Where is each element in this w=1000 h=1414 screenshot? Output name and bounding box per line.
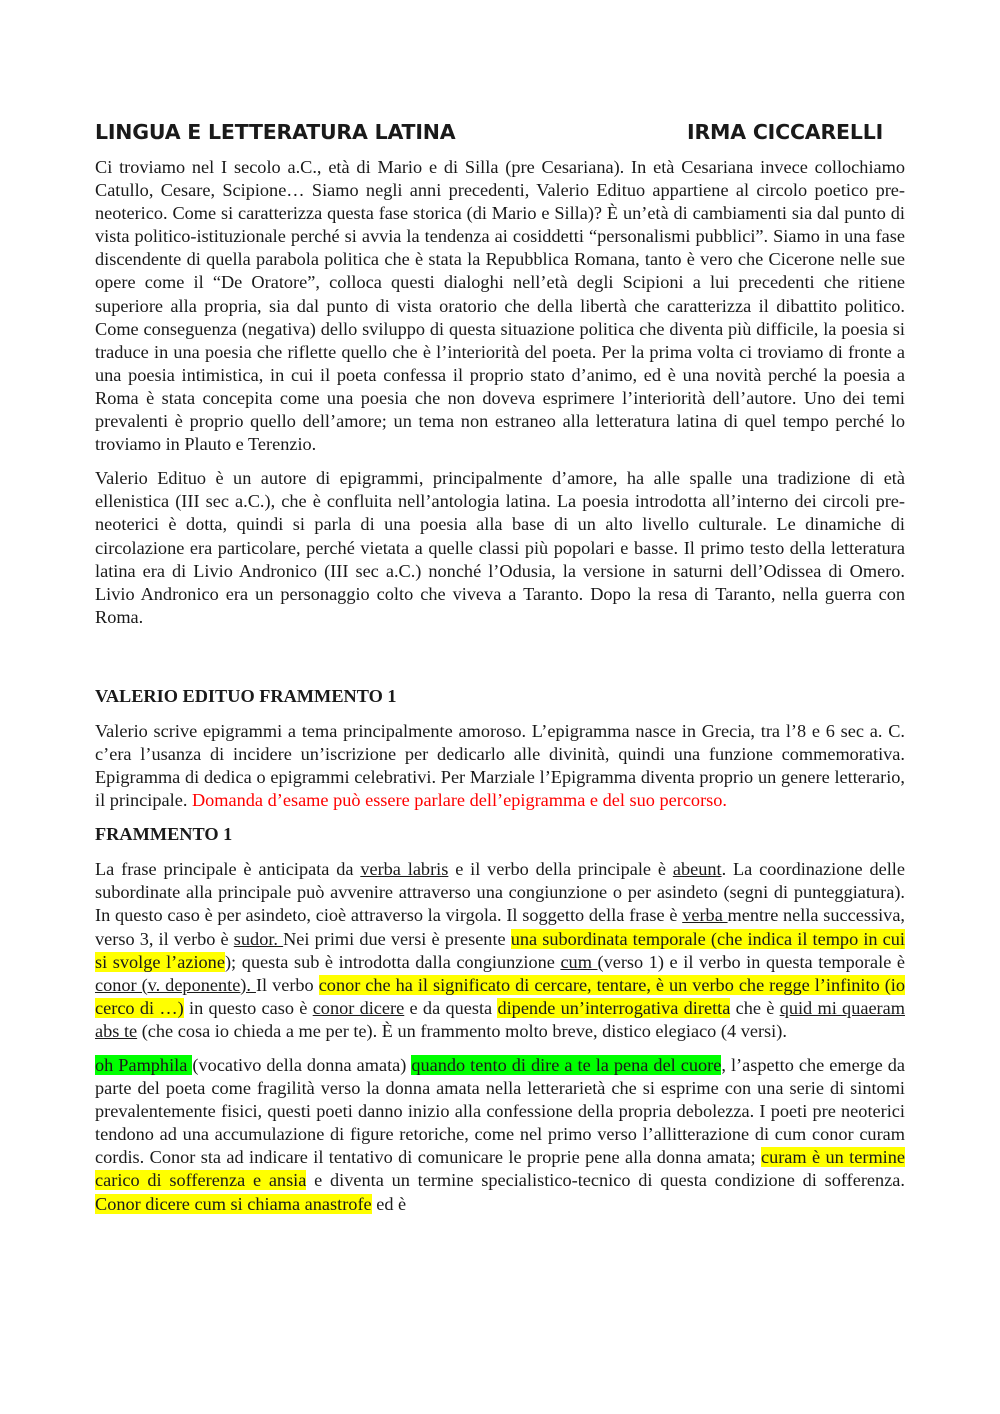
epigram-paragraph bbox=[95, 720, 905, 812]
highlighted-phrase: curam è un termine carico di sofferenza e ansia bbox=[95, 1147, 905, 1191]
text-run: ); questa sub è introdotta dalla congiunzione bbox=[224, 951, 561, 972]
highlighted-phrase: quando tento di dire a te la pena del cuore bbox=[411, 1055, 722, 1075]
document-title: LINGUA E LETTERATURA LATINA bbox=[95, 120, 456, 144]
section-heading-valerio: VALERIO EDITUO FRAMMENTO 1 bbox=[95, 685, 397, 706]
text-run: (verso 1) e il verbo in questa temporale è bbox=[597, 951, 906, 972]
text-run: Il verbo bbox=[255, 974, 319, 995]
text-run: (vocativo della donna amata) bbox=[192, 1055, 412, 1075]
text-run: in questo caso è bbox=[183, 997, 313, 1018]
underlined-term: verba bbox=[682, 905, 728, 926]
underlined-term: conor (v. deponente). bbox=[95, 974, 256, 995]
author-name: IRMA CICCARELLI bbox=[687, 120, 883, 144]
underlined-term: verba labris bbox=[360, 859, 449, 880]
underlined-term: quid mi quaeram abs te bbox=[95, 997, 905, 1041]
highlighted-vocative: oh Pamphila bbox=[95, 1055, 193, 1075]
text-run: ed è bbox=[371, 1193, 407, 1214]
section-heading-frammento: FRAMMENTO 1 bbox=[95, 824, 233, 845]
exam-note: Domanda d’esame può essere parlare dell’epigramma e del suo percorso. bbox=[191, 790, 727, 811]
text-run: La frase principale è anticipata da bbox=[95, 859, 361, 880]
text-run: e il verbo della principale è bbox=[448, 859, 673, 880]
document-page bbox=[95, 120, 905, 1227]
highlighted-phrase: una subordinata temporale (che indica il tempo in cui si svolge l’azione bbox=[95, 928, 906, 972]
commentary-paragraph bbox=[95, 1054, 905, 1216]
text-run: mentre nella successiva, verso 3, il verbo è bbox=[95, 905, 906, 949]
text-run: . La coordinazione delle subordinate alla principale può avvenire attraverso una congiunzione o per asindeto (segni di punteggiatura). In questo caso è per asindeto, cioè attraverso la virgola. Il soggetto della frase è bbox=[95, 859, 905, 926]
intro-paragraph-1: Ci troviamo nel I secolo a.C., età di Mario e di Silla (pre Cesariana). In età Cesariana invece collochiamo Catullo, Cesare, Scipione… Siamo negli anni precedenti, Valerio Edituo appartiene al circolo poetico pre- neoterico. Come si caratterizza questa fase storica (di Mario e Silla)? È un’età di cambiamenti sia dal punto di vista politico-istituzionale perché si avvia la tendenza ai cosiddetti “personalismi pubblici”. Siamo in una fase discendente di quella parabola politica che è stata la Repubblica Romana, tanto è vero che Cicerone nelle sue opere come il “De Oratore”, colloca questi dialoghi nell’età degli Scipioni a lui precedenti che ritiene superiore alla propria, sia dal punto di vista oratorio che della libertà che caratterizza il dibattito politico. Come conseguenza (negativa) dello sviluppo di questa situazione politica che diventa più difficile, la poesia si traduce in una poesia che riflette quello che è l’interiorità del poeta. Per la prima volta ci troviamo di fronte a una poesia intimistica, in cui il poeta confessa il proprio stato d’animo, ed è una novità perché la poesia a Roma è stata concepita come una poesia che non doveva esprimere l’interiorità dell’autore. Uno dei temi prevalenti è proprio quello dell’amore; un tema non estraneo alla letteratura latina di quel tempo perché lo troviamo in Plauto e Terenzio. bbox=[95, 157, 905, 455]
highlighted-phrase: dipende un’interrogativa diretta bbox=[497, 997, 731, 1018]
text-run: e da questa bbox=[404, 997, 498, 1018]
underlined-term: sudor. bbox=[233, 928, 284, 949]
highlighted-phrase: conor che ha il significato di cercare, tentare, è un verbo che regge l’infinito (io cerco di …) bbox=[95, 974, 905, 1018]
intro-paragraph-2: Valerio Edituo è un autore di epigrammi, principalmente d’amore, ha alle spalle una tradizione di età ellenistica (III sec a.C.), che è confluita nell’antologia latina. La poesia introdotta all’interno dei circoli pre- neoterici è dotta, quindi si parla di una poesia alla base di un alto livello culturale. Le dinamiche di circolazione era particolare, perché vietata a quelle classi più popolari e basse. Il primo testo della letteratura latina era di Livio Andronico (III sec a.C.) nonché l’Odusia, la versione in saturni dell’Odissea di Omero. Livio Andronico era un personaggio colto che viveva a Taranto. Dopo la resa di Taranto, nella guerra con Roma. bbox=[95, 468, 905, 627]
underlined-term: abeunt bbox=[672, 859, 722, 880]
underlined-term: cum bbox=[560, 951, 598, 972]
text-run: , l’aspetto che emerge da parte del poeta come fragilità verso la donna amata nella letterarietà che si esprime con una serie di sintomi prevalentemente fisici, questi poeti danno inizio alla confessione della propria debolezza. I poeti pre neoterici tendono ad una accumulazione di figure retoriche, come nel primo verso l’allitterazione di cum conor curam cordis. Conor sta ad indicare il tentativo di comunicare le proprie pene alla donna amata; bbox=[95, 1055, 905, 1168]
text-run: e diventa un termine specialistico-tecnico di questa condizione di sofferenza. bbox=[306, 1170, 905, 1191]
text-run: (che cosa io chieda a me per te). È un frammento molto breve, distico elegiaco (4 versi). bbox=[137, 1020, 787, 1041]
text-run: che è bbox=[730, 997, 780, 1018]
page-header bbox=[95, 120, 905, 144]
underlined-term: conor dicere bbox=[312, 997, 405, 1018]
text-run: Nei primi due versi è presente bbox=[283, 928, 511, 949]
spacer bbox=[95, 640, 905, 685]
epigram-text: Valerio scrive epigrammi a tema principalmente amoroso. L’epigramma nasce in Grecia, tra l’8 e 6 sec a. C. c’era l’usanza di incidere un’iscrizione per dedicarlo alle divinità, quindi una funzione commemorativa. Epigramma di dedica o epigrammi celebrativi. Per Marziale l’Epigramma diventa proprio un genere letterario, il principale. bbox=[95, 720, 905, 811]
highlighted-phrase: Conor dicere cum si chiama anastrofe bbox=[95, 1193, 372, 1214]
analysis-paragraph bbox=[95, 858, 905, 1043]
